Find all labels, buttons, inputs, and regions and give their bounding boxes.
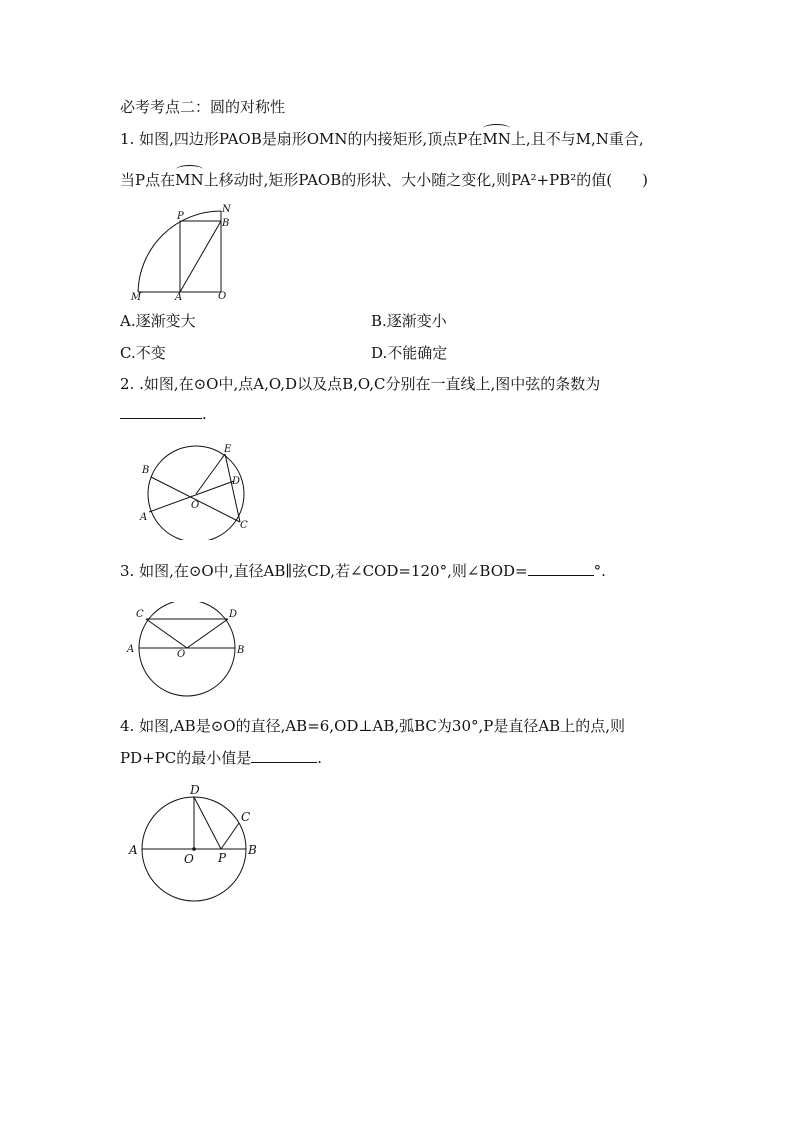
q3-text-a: 3. 如图,在⊙O中,直径AB∥弦CD,若∠COD=120°,则∠BOD= — [120, 562, 528, 580]
q1-label-b: B — [222, 218, 230, 229]
q1-text-c: 当P点在 — [120, 171, 176, 189]
q4-label-c: C — [241, 810, 251, 824]
q1-option-a: A.逐渐变大 — [120, 312, 196, 330]
q1-label-o: O — [218, 291, 227, 302]
q1-arc-mn-2: MN — [175, 171, 204, 189]
q1-line-1 — [120, 129, 644, 149]
q1-text-d: 上移动时,矩形PAOB的形状、大小随之变化,则PA²+PB²的值( ) — [203, 171, 648, 189]
section-title: 必考考点二：圆的对称性 — [120, 98, 286, 116]
q2-line-2 — [120, 404, 207, 424]
q1-text-b: 上,且不与M,N重合, — [510, 130, 644, 148]
q1-label-n: N — [222, 204, 231, 215]
q1-option-c: C.不变 — [120, 344, 166, 362]
q4-figure — [124, 780, 264, 905]
q4-label-o: O — [184, 852, 194, 866]
q1-arc-mn: MN — [482, 130, 511, 148]
q4-answer-blank — [251, 748, 317, 763]
q3-line — [120, 561, 606, 581]
q3-label-c: C — [136, 609, 144, 620]
q1-label-m: M — [131, 292, 142, 303]
q2-label-c: C — [240, 520, 248, 531]
q2-label-a: A — [140, 512, 148, 523]
q2-label-d: D — [232, 476, 241, 487]
q4-label-d: D — [190, 783, 200, 797]
q4-text-a: 4. 如图,AB是⊙O的直径,AB=6,OD⊥AB,弧BC为30°,P是直径AB上的点,则 — [120, 717, 625, 735]
q4-end: . — [317, 749, 323, 767]
q2-label-o: O — [191, 500, 200, 511]
q2-label-b: B — [142, 465, 150, 476]
q1-text-a: 1. 如图,四边形PAOB是扇形OMN的内接矩形,顶点P在 — [120, 130, 483, 148]
q3-label-b: B — [237, 645, 245, 656]
q4-label-b: B — [248, 843, 257, 857]
q1-option-b: B.逐渐变小 — [371, 312, 447, 330]
q3-text-b: °. — [593, 562, 606, 580]
q3-label-d: D — [229, 609, 238, 620]
q1-label-a: A — [175, 292, 183, 303]
q4-line-2 — [120, 748, 322, 768]
q2-figure — [136, 440, 256, 540]
q3-label-o: O — [177, 649, 186, 660]
q2-end: . — [202, 405, 207, 423]
q2-answer-blank — [120, 404, 202, 419]
q2-text: 2. .如图,在⊙O中,点A,O,D以及点B,O,C分别在一直线上,图中弦的条数为 — [120, 375, 601, 393]
q3-label-a: A — [127, 644, 135, 655]
q1-figure — [128, 203, 238, 303]
q3-figure — [124, 602, 254, 702]
q4-text-b: PD+PC的最小值是 — [120, 749, 252, 767]
q1-line-2 — [120, 170, 648, 190]
q2-label-e: E — [224, 444, 232, 455]
q4-label-a: A — [129, 843, 138, 857]
q1-label-p: P — [177, 211, 184, 222]
q1-option-d: D.不能确定 — [371, 344, 448, 362]
q4-label-p: P — [218, 851, 227, 865]
q3-answer-blank — [528, 561, 594, 576]
